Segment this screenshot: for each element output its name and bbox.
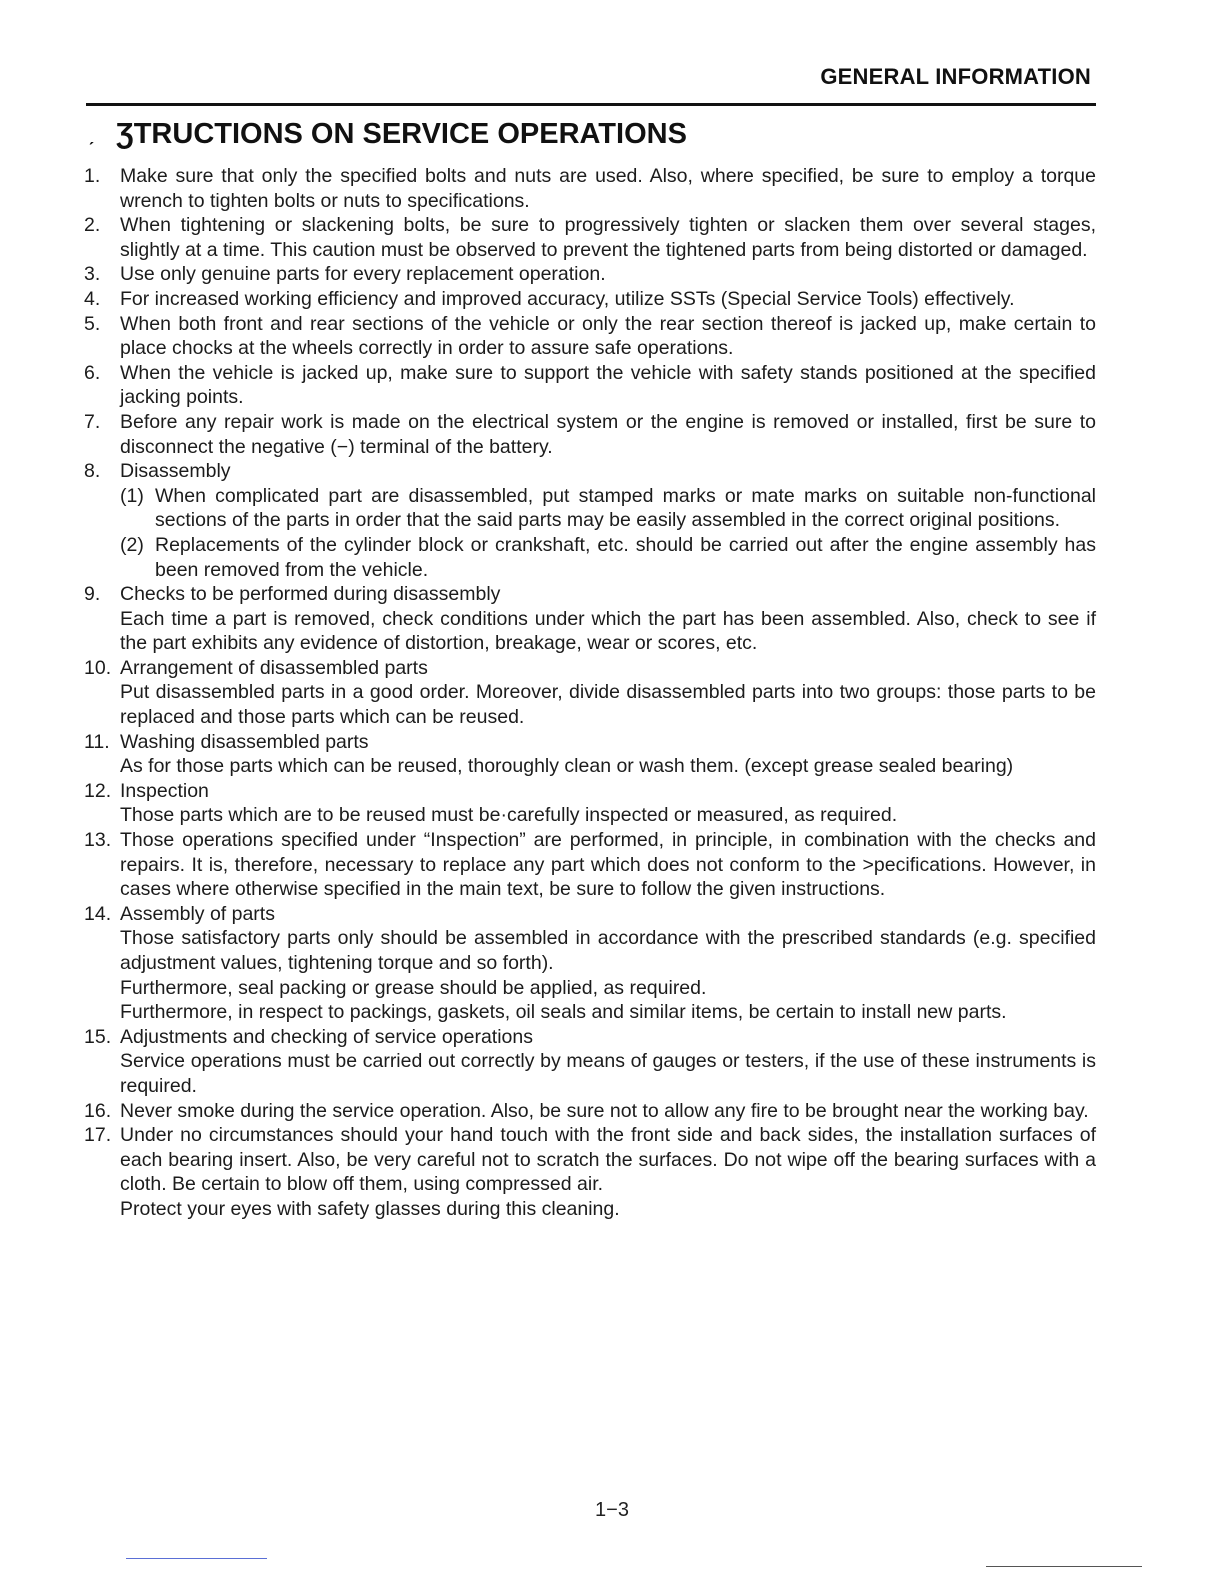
item-text: Use only genuine parts for every replacement operation. xyxy=(120,263,606,286)
item-text: Before any repair work is made on the electrical system or the engine is removed or installed, first be sure to disconnect the negative (−) terminal of the battery. xyxy=(120,410,1096,458)
section-title-text: ƷTRUCTIONS ON SERVICE OPERATIONS xyxy=(116,118,687,150)
item-detail: Furthermore, in respect to packings, gaskets, oil seals and similar items, be certain to install new parts. xyxy=(120,1001,1007,1024)
footer-line-left xyxy=(126,1558,267,1559)
instruction-item xyxy=(84,361,1096,410)
item-detail: Those parts which are to be reused must be·carefully inspected or measured, as required. xyxy=(120,804,898,827)
item-number: 15. xyxy=(84,1025,112,1048)
item-number: 9. xyxy=(84,583,101,606)
item-number: 7. xyxy=(84,410,101,433)
item-detail: Protect your eyes with safety glasses during this cleaning. xyxy=(120,1197,620,1220)
instruction-item xyxy=(84,312,1096,361)
item-number: 6. xyxy=(84,361,101,384)
item-number: 2. xyxy=(84,214,101,237)
item-text: When the vehicle is jacked up, make sure to support the vehicle with safety stands positioned at the specified jacking points. xyxy=(120,361,1096,409)
item-number: 10. xyxy=(84,656,112,679)
item-detail: Those satisfactory parts only should be assembled in accordance with the prescribed standards (e.g. specified adjustment values, tightening torque and so forth). xyxy=(120,927,1096,974)
item-detail: Each time a part is removed, check conditions under which the part has been assembled. Also, check to see if the part exhibits any evidence of distortion, breakage, wear or scores, etc. xyxy=(120,607,1096,655)
instruction-item xyxy=(84,902,1096,1025)
item-text: Arrangement of disassembled parts xyxy=(120,656,428,679)
sub-item xyxy=(120,533,1096,582)
page-number: 1−3 xyxy=(595,1499,629,1521)
item-text: Never smoke during the service operation. Also, be sure not to allow any fire to be brought near the working bay. xyxy=(120,1099,1089,1122)
instruction-item xyxy=(84,582,1096,656)
sub-item xyxy=(120,484,1096,533)
item-number: 13. xyxy=(84,829,112,852)
item-text: When tightening or slackening bolts, be sure to progressively tighten or slacken them over several stages, slightly at a time. This caution must be observed to prevent the tightened parts from being distorted or damaged. xyxy=(120,214,1096,261)
instruction-item xyxy=(84,410,1096,459)
instruction-item xyxy=(84,1099,1096,1124)
item-detail: Service operations must be carried out correctly by means of gauges or testers, if the use of these instruments is required. xyxy=(120,1050,1096,1097)
instruction-item xyxy=(84,730,1096,779)
instruction-list xyxy=(84,164,1096,1222)
item-text: When both front and rear sections of the vehicle or only the rear section thereof is jacked up, make certain to place chocks at the wheels correctly in order to assure safe operations. xyxy=(120,312,1096,360)
item-number: 8. xyxy=(84,460,101,483)
instruction-item xyxy=(84,459,1096,582)
item-text: Washing disassembled parts xyxy=(120,730,369,753)
footer-line-right xyxy=(986,1566,1142,1567)
item-number: 11. xyxy=(84,730,110,753)
sub-item-number: (1) xyxy=(120,484,144,507)
instruction-item xyxy=(84,656,1096,730)
item-number: 14. xyxy=(84,902,112,925)
item-number: 12. xyxy=(84,779,112,802)
item-detail: Put disassembled parts in a good order. Moreover, divide disassembled parts into two groups: those parts to be replaced and those parts which can be reused. xyxy=(120,681,1096,729)
sub-item-text: Replacements of the cylinder block or crankshaft, etc. should be carried out after the engine assembly has been removed from the vehicle. xyxy=(155,533,1096,581)
item-text: For increased working efficiency and improved accuracy, utilize SSTs (Special Service Tools) effectively. xyxy=(120,287,1015,310)
instruction-item xyxy=(84,287,1096,312)
item-number: 4. xyxy=(84,287,101,310)
item-number: 5. xyxy=(84,312,101,335)
item-detail: As for those parts which can be reused, thoroughly clean or wash them. (except grease sealed bearing) xyxy=(120,755,1014,778)
instruction-item xyxy=(84,779,1096,828)
instruction-item xyxy=(84,164,1096,213)
instruction-item xyxy=(84,1025,1096,1099)
item-text: Those operations specified under “Inspection” are performed, in principle, in combination with the checks and repairs. It is, therefore, necessary to replace any part which does not conform to the ˃pecifications. However, in cases where otherwise specified in the main text, be sure to follow the given instructions. xyxy=(120,829,1096,901)
sub-item-text: When complicated part are disassembled, put stamped marks or mate marks on suitable non-functional sections of the parts in order that the said parts may be easily assembled in the correct original positions. xyxy=(155,484,1096,532)
item-text: Inspection xyxy=(120,779,209,802)
instruction-item xyxy=(84,262,1096,287)
running-header: GENERAL INFORMATION xyxy=(820,64,1091,89)
item-text: Disassembly xyxy=(120,460,231,483)
item-number: 3. xyxy=(84,263,101,286)
instruction-item xyxy=(84,828,1096,902)
instruction-item xyxy=(84,213,1096,262)
section-title xyxy=(88,118,687,151)
item-number: 17. xyxy=(84,1124,112,1147)
item-text: Under no circumstances should your hand touch with the front side and back sides, the installation surfaces of each bearing insert. Also, be very careful not to scratch the surfaces. Do not wipe off the bearing surfaces with a cloth. Be certain to blow off them, using compressed air. xyxy=(120,1124,1096,1196)
item-text: Make sure that only the specified bolts and nuts are used. Also, where specified, be sure to employ a torque wrench to tighten bolts or nuts to specifications. xyxy=(120,165,1096,212)
item-text: Assembly of parts xyxy=(120,902,275,925)
item-text: Checks to be performed during disassembly xyxy=(120,583,501,606)
section-marker: ˏ xyxy=(88,124,94,145)
item-text: Adjustments and checking of service operations xyxy=(120,1025,533,1048)
instruction-item xyxy=(84,1123,1096,1221)
item-number: 16. xyxy=(84,1099,112,1122)
item-detail: Furthermore, seal packing or grease should be applied, as required. xyxy=(120,976,707,999)
item-number: 1. xyxy=(84,165,101,187)
sub-item-number: (2) xyxy=(120,533,144,556)
header-rule xyxy=(86,103,1096,106)
